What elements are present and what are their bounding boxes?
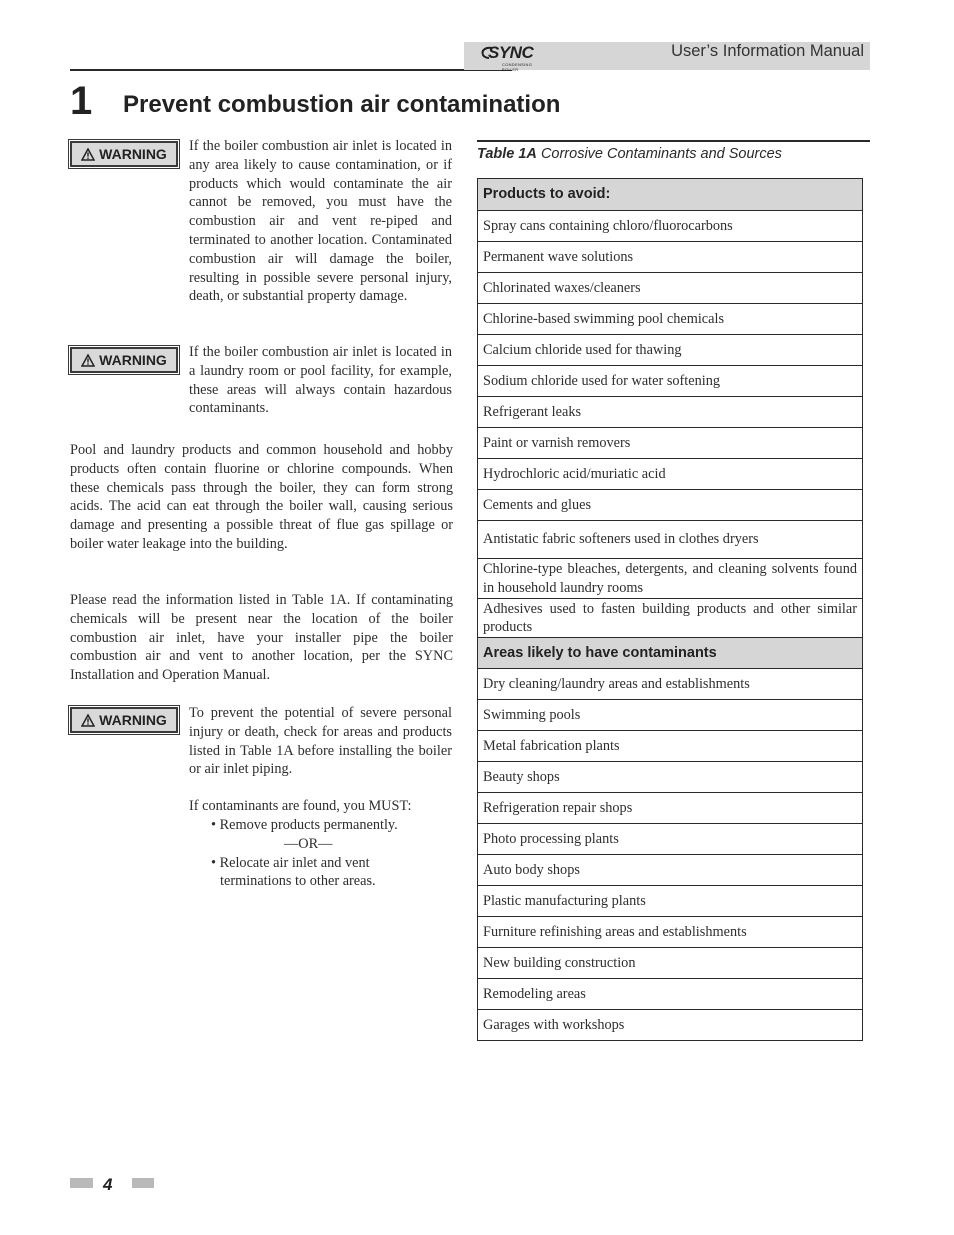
- table-cell: Spray cans containing chloro/fluorocarbons: [483, 217, 733, 234]
- table-cell: Metal fabrication plants: [483, 737, 620, 754]
- table-row: [478, 947, 862, 978]
- warning-text-1: If the boiler combustion air inlet is located in any area likely to cause contamination, or if products which would contaminate the air cannot be removed, you must have the combustion air and vent re-piped and terminated to another location. Contaminated combustion air will damage the boiler, resulting in possible severe personal injury, death, or substantial property damage.: [189, 138, 452, 305]
- table-cell: Sodium chloride used for water softening: [483, 372, 721, 389]
- table-cell: Cements and glues: [483, 496, 592, 513]
- table-cell: Refrigeration repair shops: [483, 799, 633, 816]
- warning-triangle-icon: [81, 148, 95, 161]
- logo-subtext: CONDENSING BOILER: [502, 62, 533, 72]
- table-header-areas: [478, 637, 862, 668]
- table-row: [478, 427, 862, 458]
- table-row: [478, 854, 862, 885]
- warning-badge-3: [70, 707, 178, 733]
- table-cell: Antistatic fabric softeners used in clothes dryers: [483, 531, 759, 548]
- table-cell: Garages with workshops: [483, 1016, 625, 1033]
- table-header-products: [478, 179, 862, 210]
- table-cell: Hydrochloric acid/muriatic acid: [483, 465, 666, 482]
- table-cell: Permanent wave solutions: [483, 248, 634, 265]
- warning-triangle-icon: [81, 714, 95, 727]
- table-cell: Adhesives used to fasten building products and other similar products: [483, 600, 857, 635]
- table-row: [478, 730, 862, 761]
- table-row: [478, 978, 862, 1009]
- table-cell: Products to avoid:: [483, 186, 611, 203]
- table-row: [478, 241, 862, 272]
- table-row: [478, 520, 862, 558]
- table-row: [478, 558, 862, 598]
- section-title: Prevent combustion air contamination: [123, 91, 561, 118]
- bullet-relocate-line-2: terminations to other areas.: [220, 873, 376, 889]
- table-cell: Areas likely to have contaminants: [483, 644, 717, 661]
- bullet-remove-products: • Remove products permanently.: [211, 817, 398, 833]
- table-cell: Remodeling areas: [483, 985, 586, 1002]
- table-row: [478, 458, 862, 489]
- table-cell: New building construction: [483, 954, 636, 971]
- table-row: [478, 303, 862, 334]
- table-cell: Chlorinated waxes/cleaners: [483, 279, 641, 296]
- page-number: 4: [103, 1175, 113, 1194]
- table-cell: Plastic manufacturing plants: [483, 892, 646, 909]
- table-rule: [477, 140, 870, 142]
- table-row: [478, 1009, 862, 1040]
- table-cell: Paint or varnish removers: [483, 434, 631, 451]
- table-row: [478, 761, 862, 792]
- body-paragraph-2: Please read the information listed in Table 1A. If contaminating chemicals will be present near the location of the boiler combustion air inlet, have your installer pipe the boiler combustion air and vent to another location, per the SYNC Installation and Operation Manual.: [70, 592, 453, 684]
- table-cell: Calcium chloride used for thawing: [483, 341, 682, 358]
- table-row: [478, 334, 862, 365]
- table-row: [478, 885, 862, 916]
- header-rule: [70, 69, 512, 71]
- warning-text-3: To prevent the potential of severe personal injury or death, check for areas and products listed in Table 1A before installing the boiler or air inlet piping.: [189, 705, 452, 778]
- table-caption-label: Table 1A: [477, 146, 537, 162]
- table-cell: Beauty shops: [483, 768, 560, 785]
- table-cell: Auto body shops: [483, 861, 580, 878]
- table-row: [478, 598, 862, 637]
- table-row: [478, 916, 862, 947]
- table-caption: [477, 146, 782, 162]
- table-row: [478, 210, 862, 241]
- warning-badge-2: [70, 347, 178, 373]
- table-row: [478, 823, 862, 854]
- bullet-relocate-line-1: • Relocate air inlet and vent: [211, 855, 370, 871]
- warning-text-2: If the boiler combustion air inlet is located in a laundry room or pool facility, for example, these areas will always contain hazardous contaminants.: [189, 344, 452, 417]
- table-cell: Chlorine-type bleaches, detergents, and cleaning solvents found in household laundry rooms: [483, 561, 857, 596]
- warning-triangle-icon: [81, 354, 95, 367]
- body-paragraph-1: Pool and laundry products and common household and hobby products often contain fluorine or chlorine compounds. When these chemicals pass through the boiler, they can form strong acids. The acid can eat through the boiler wall, causing serious damage and presenting a possible threat of flue gas spillage or boiler water leakage into the building.: [70, 442, 453, 552]
- table-cell: Photo processing plants: [483, 830, 619, 847]
- footer-bar-left: [70, 1178, 93, 1188]
- table-row: [478, 699, 862, 730]
- table-cell: Swimming pools: [483, 706, 581, 723]
- logo-text: SYNC: [488, 43, 534, 62]
- section-number: 1: [70, 79, 93, 123]
- table-row: [478, 668, 862, 699]
- table-row: [478, 489, 862, 520]
- footer-bar-right: [132, 1178, 154, 1188]
- warning-badge-1: [70, 141, 178, 167]
- table-cell: Refrigerant leaks: [483, 403, 582, 420]
- must-line: If contaminants are found, you MUST:: [189, 798, 412, 814]
- table-row: [478, 792, 862, 823]
- warning-label: WARNING: [99, 712, 167, 728]
- sync-logo: [476, 43, 546, 72]
- table-cell: Dry cleaning/laundry areas and establishments: [483, 675, 750, 692]
- contaminants-table: [477, 178, 863, 1041]
- or-line: —OR—: [284, 836, 333, 852]
- table-row: [478, 272, 862, 303]
- table-row: [478, 396, 862, 427]
- table-row: [478, 365, 862, 396]
- warning-label: WARNING: [99, 146, 167, 162]
- warning-label: WARNING: [99, 352, 167, 368]
- table-cell: Furniture refinishing areas and establishments: [483, 923, 747, 940]
- table-caption-text: Corrosive Contaminants and Sources: [540, 146, 782, 162]
- manual-title: User’s Information Manual: [671, 42, 864, 60]
- table-cell: Chlorine-based swimming pool chemicals: [483, 310, 725, 327]
